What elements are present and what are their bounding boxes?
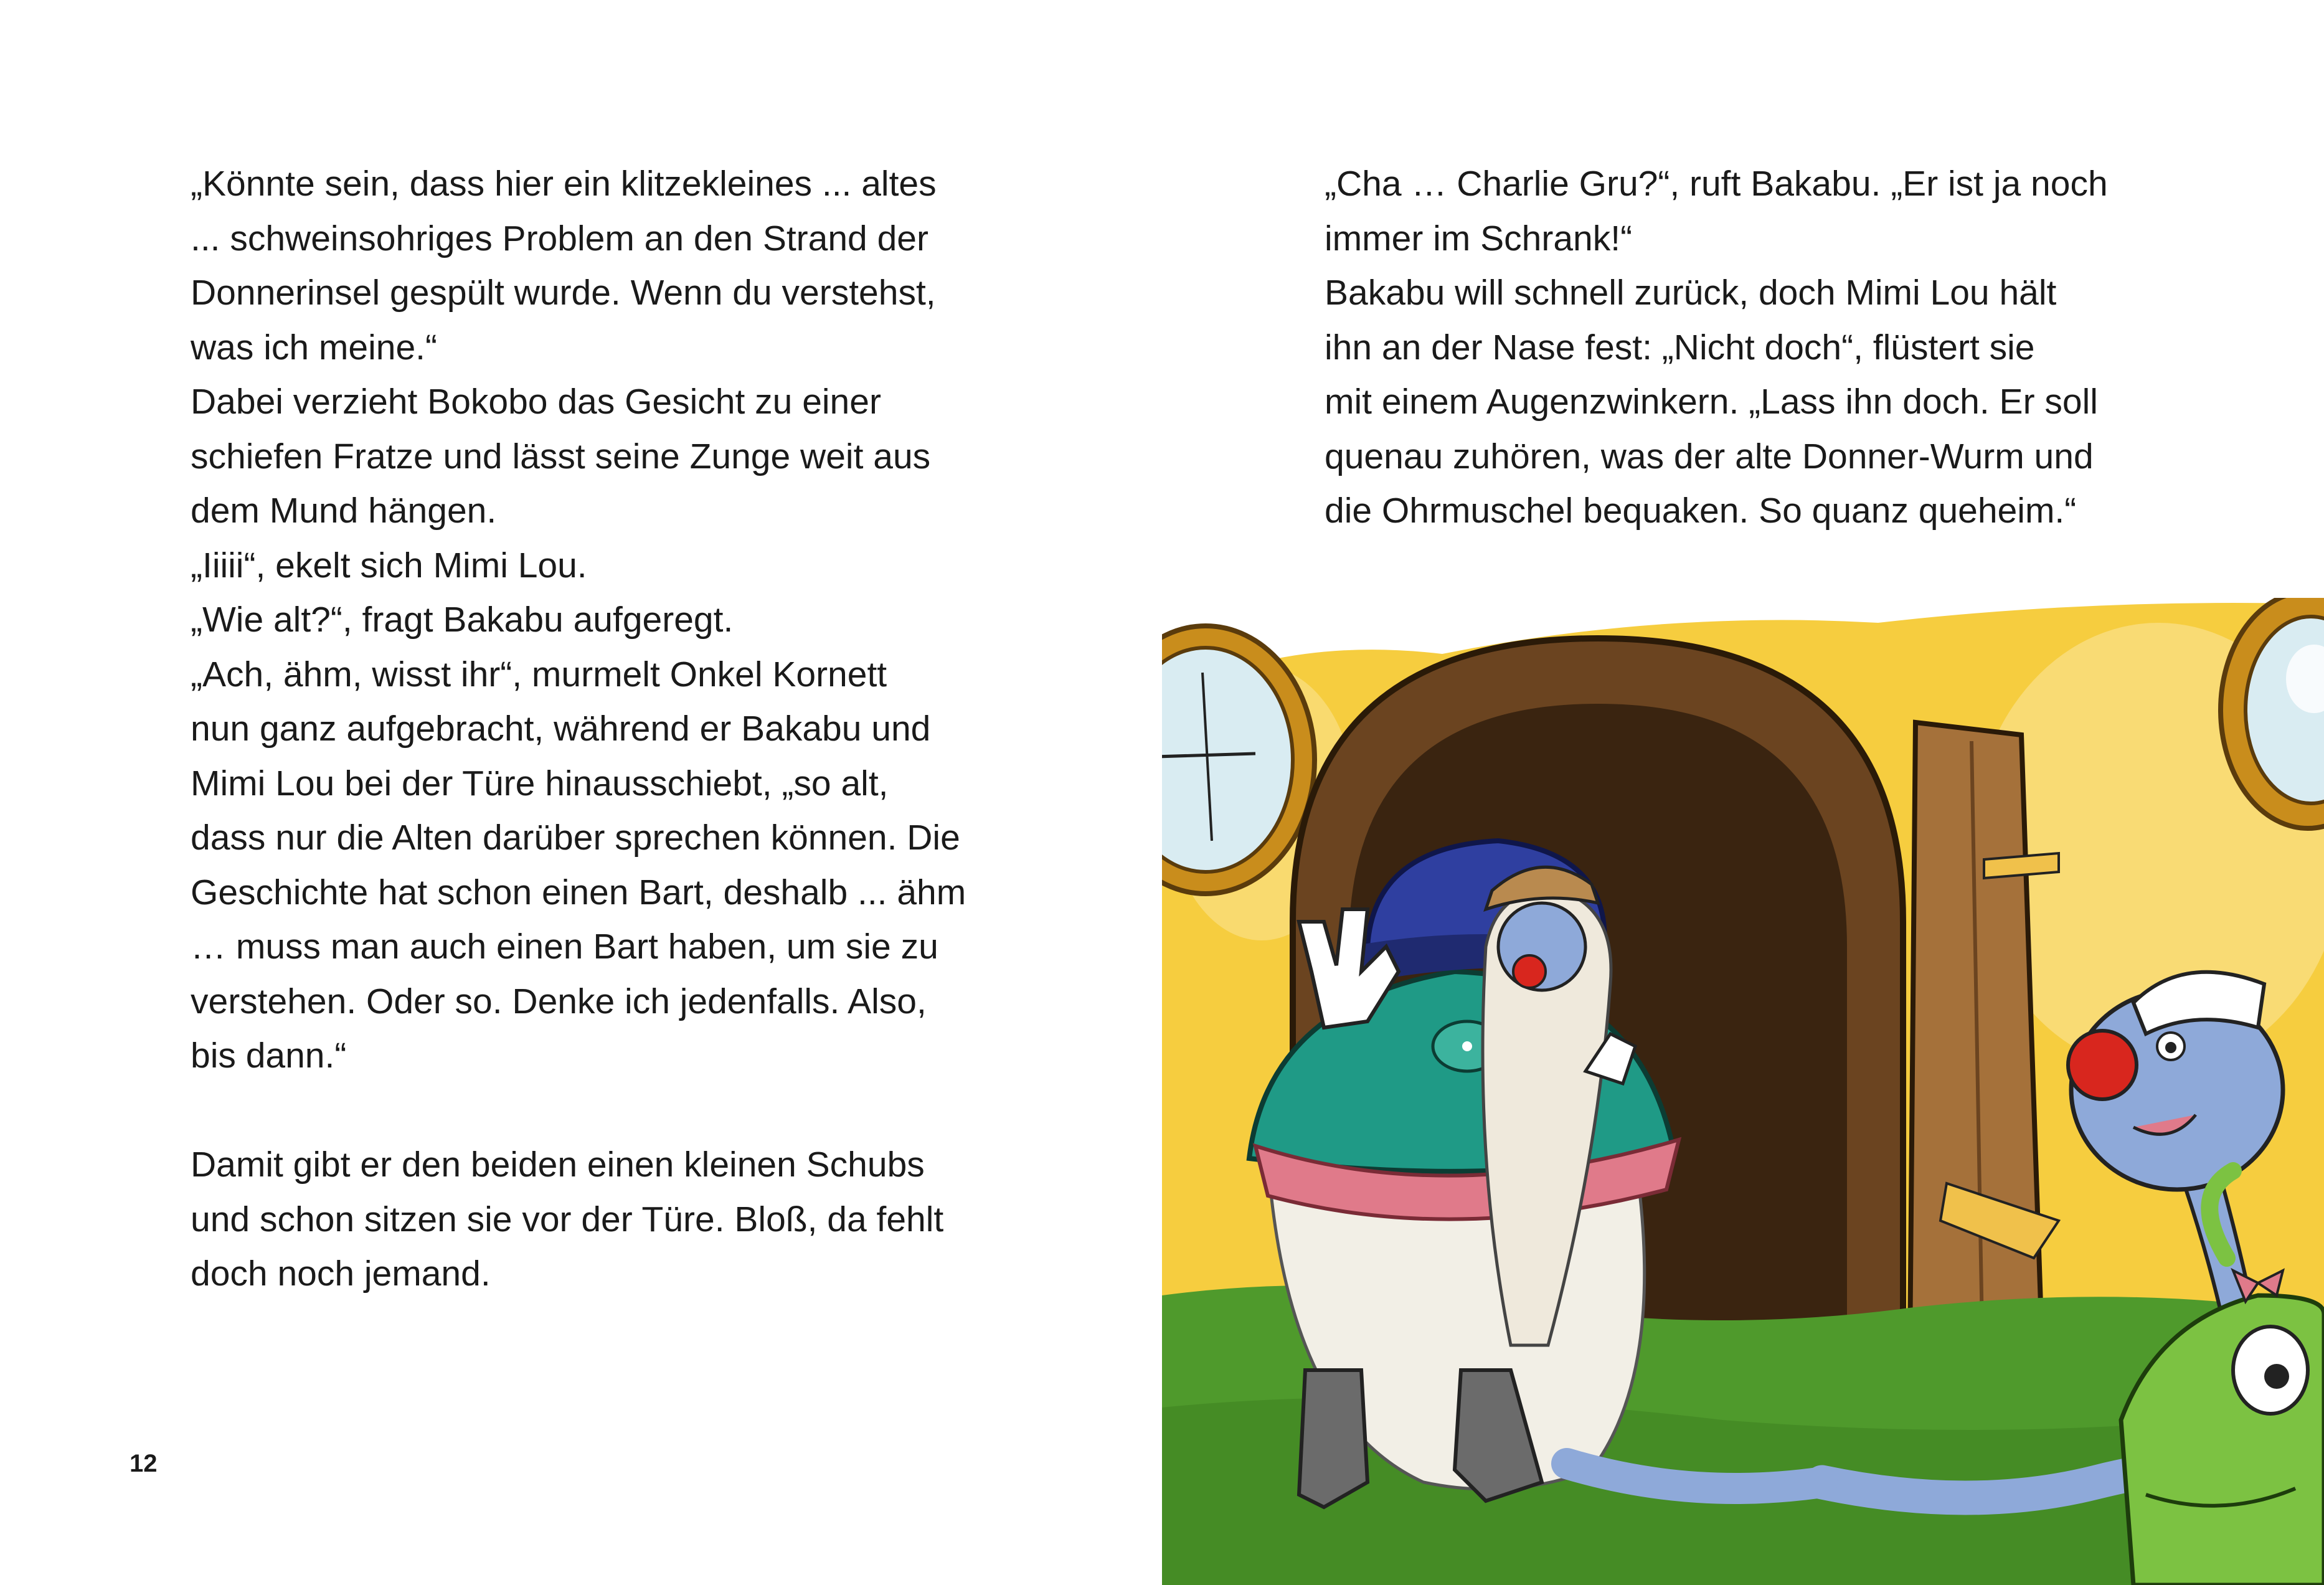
text-line: Mimi Lou bei der Türe hinausschiebt, „so alt, — [191, 763, 889, 803]
red-nose — [1513, 955, 1546, 988]
text-line: quenau zuhören, was der alte Donner-Wurm und — [1325, 436, 2094, 476]
text-line: „Wie alt?“, fragt Bakabu aufgeregt. — [191, 600, 734, 640]
grey-boot — [1299, 1370, 1367, 1507]
text-line: „Könnte sein, dass hier ein klitzekleines ... altes — [191, 164, 937, 204]
red-nose — [2068, 1031, 2137, 1099]
page-number: 12 — [130, 1450, 158, 1477]
text-line: ... schweinsohriges Problem an den Strand der — [191, 218, 928, 258]
text-line: Bakabu will schnell zurück, doch Mimi Lou hält — [1325, 273, 2057, 313]
right-page-text — [1325, 157, 2108, 539]
text-line: die Ohrmuschel bequaken. So quanz queheim.“ — [1325, 491, 2077, 531]
text-line: ihn an der Nase fest: „Nicht doch“, flüstert sie — [1325, 327, 2035, 367]
text-line: Dabei verzieht Bokobo das Gesicht zu einer — [191, 382, 881, 422]
text-line: bis dann.“ — [191, 1036, 347, 1076]
text-line: doch noch jemand. — [191, 1254, 491, 1294]
story-illustration — [1162, 598, 2324, 1585]
text-line: dem Mund hängen. — [191, 491, 497, 531]
text-line: mit einem Augenzwinkern. „Lass ihn doch. Er soll — [1325, 382, 2098, 422]
paragraph-gap — [191, 1084, 966, 1138]
text-line: verstehen. Oder so. Denke ich jedenfalls. Also, — [191, 981, 927, 1021]
text-line: Geschichte hat schon einen Bart, deshalb ... ähm — [191, 872, 966, 912]
text-line: Donnerinsel gespült wurde. Wenn du verstehst, — [191, 273, 936, 313]
text-line: „Iiiii“, ekelt sich Mimi Lou. — [191, 545, 587, 585]
text-line: schiefen Fratze und lässt seine Zunge weit aus — [191, 436, 931, 476]
text-line: und schon sitzen sie vor der Türe. Bloß, da fehlt — [191, 1199, 944, 1239]
text-line: nun ganz aufgebracht, während er Bakabu und — [191, 709, 931, 749]
text-line: was ich meine.“ — [191, 327, 437, 367]
text-line: … muss man auch einen Bart haben, um sie zu — [191, 927, 938, 967]
left-page-text — [191, 157, 966, 1302]
text-line: dass nur die Alten darüber sprechen können. Die — [191, 818, 960, 858]
text-line: immer im Schrank!“ — [1325, 218, 1633, 258]
text-line: Damit gibt er den beiden einen kleinen Schubs — [191, 1145, 925, 1185]
text-line: „Ach, ähm, wisst ihr“, murmelt Onkel Kornett — [191, 654, 887, 694]
text-line: „Cha … Charlie Gru?“, ruft Bakabu. „Er ist ja noch — [1325, 164, 2108, 204]
